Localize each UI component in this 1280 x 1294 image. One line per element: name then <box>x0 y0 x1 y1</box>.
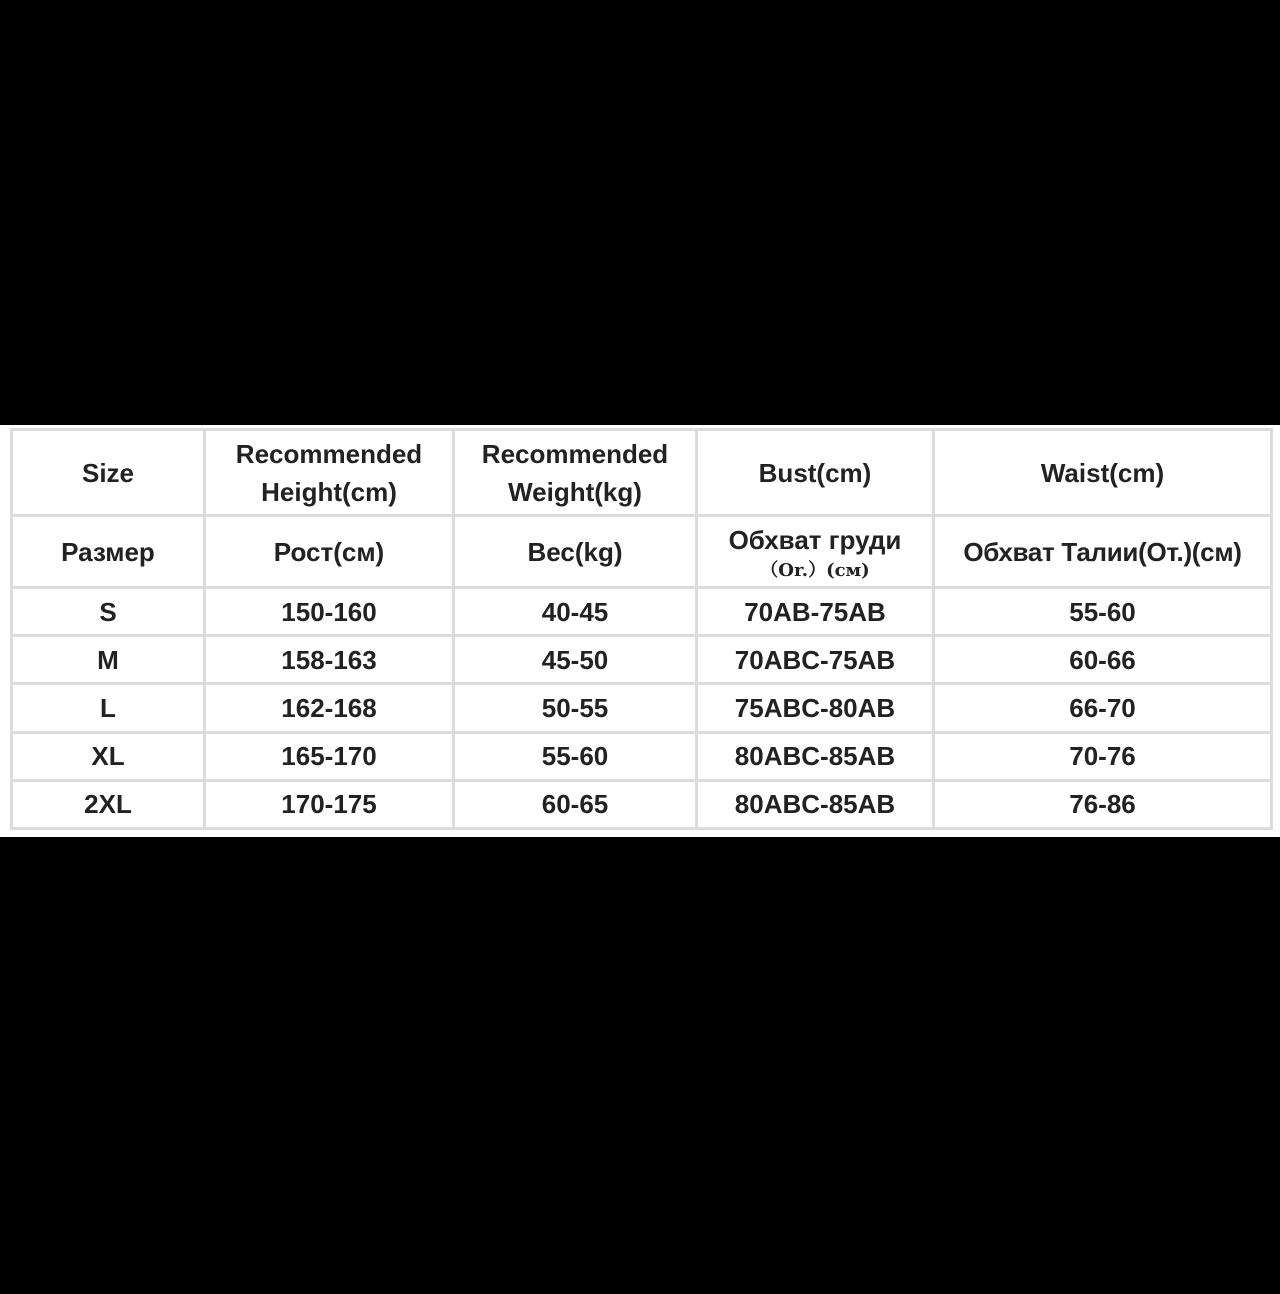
header-bust-ru-note: （Or.）(см) <box>760 559 870 581</box>
height-cell: 165-170 <box>205 732 454 780</box>
size-cell: XL <box>12 732 205 780</box>
size-cell: M <box>12 636 205 684</box>
header-bust-ru: Обхват груди <box>728 524 902 555</box>
weight-cell: 40-45 <box>454 587 697 635</box>
header-bust-ru-cell <box>697 516 934 588</box>
size-chart-table <box>10 428 1273 830</box>
header-waist-ru: Обхват Талии(От.)(см) <box>934 516 1272 588</box>
table-row <box>12 732 1272 780</box>
bust-cell: 80ABC-85AB <box>697 780 934 828</box>
size-cell: L <box>12 684 205 732</box>
waist-cell: 66-70 <box>934 684 1272 732</box>
table-row <box>12 636 1272 684</box>
bust-cell: 70ABC-75AB <box>697 636 934 684</box>
bust-cell: 70AB-75AB <box>697 587 934 635</box>
header-row-russian <box>12 516 1272 588</box>
weight-cell: 50-55 <box>454 684 697 732</box>
height-cell: 158-163 <box>205 636 454 684</box>
waist-cell: 70-76 <box>934 732 1272 780</box>
table-row <box>12 780 1272 828</box>
waist-cell: 76-86 <box>934 780 1272 828</box>
size-cell: S <box>12 587 205 635</box>
bust-cell: 80ABC-85AB <box>697 732 934 780</box>
header-size-ru: Размер <box>12 516 205 588</box>
height-cell: 170-175 <box>205 780 454 828</box>
weight-cell: 60-65 <box>454 780 697 828</box>
size-chart-sheet <box>0 425 1280 837</box>
header-bust: Bust(cm) <box>697 430 934 516</box>
weight-cell: 45-50 <box>454 636 697 684</box>
header-row-english <box>12 430 1272 516</box>
header-height: Recommended Height(cm) <box>205 430 454 516</box>
size-cell: 2XL <box>12 780 205 828</box>
header-height-ru: Рост(см) <box>205 516 454 588</box>
header-size: Size <box>12 430 205 516</box>
table-row <box>12 684 1272 732</box>
waist-cell: 55-60 <box>934 587 1272 635</box>
weight-cell: 55-60 <box>454 732 697 780</box>
header-weight: Recommended Weight(kg) <box>454 430 697 516</box>
waist-cell: 60-66 <box>934 636 1272 684</box>
table-row <box>12 587 1272 635</box>
height-cell: 150-160 <box>205 587 454 635</box>
header-waist: Waist(cm) <box>934 430 1272 516</box>
header-weight-ru: Вес(kg) <box>454 516 697 588</box>
bust-cell: 75ABC-80AB <box>697 684 934 732</box>
height-cell: 162-168 <box>205 684 454 732</box>
